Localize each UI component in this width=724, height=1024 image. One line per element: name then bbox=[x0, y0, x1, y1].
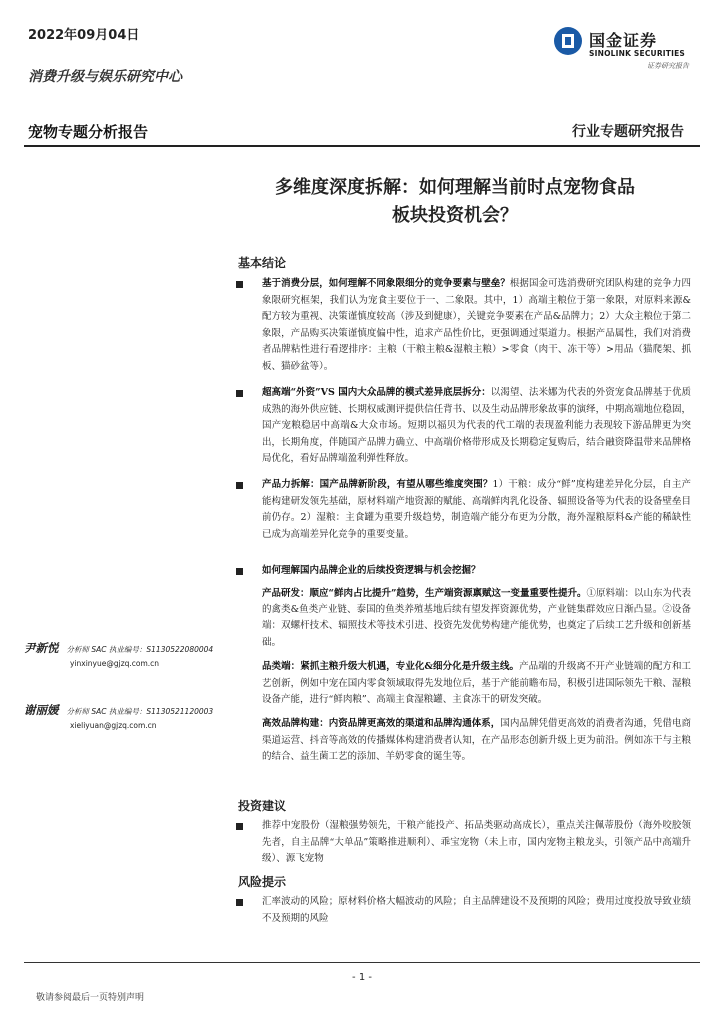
bullet-text: 根据国金可选消费研究团队构建的竞争力四象限研究框架，我们认为宠食主要位于一、二象限。其中，1）高端主粮位于第一象限，对原料来源&配方较为重视、决策谨慎度较高（涉及到健康），关键竞争要素在产品&品牌力；2）大众主粮位于第二象限，产品购买决策谨慎度偏中性，追求产品性价比，更强调通过渠道力。根据产品属性，我们对消费者品牌粘性进行看逻排序：主粮（干粮主粮&湿粮主粮）>零食（肉干、冻干等）>用品（猫爬架、抓板、猫砂盆等）。 bbox=[262, 278, 691, 372]
sinolink-logo-icon bbox=[553, 26, 583, 56]
bullet-marker bbox=[236, 482, 243, 489]
report-category: 行业专题研究报告 bbox=[572, 124, 684, 140]
page-number: - 1 - bbox=[352, 972, 372, 983]
title-line-2: 板块投资机会？ bbox=[392, 205, 518, 226]
title-line-1: 多维度深度拆解：如何理解当前时点宠物食品 bbox=[275, 177, 635, 198]
sub-brand-building bbox=[262, 716, 691, 765]
bullet-marker bbox=[236, 568, 243, 575]
bullet-risk bbox=[238, 894, 691, 927]
logo-english-name: SINOLINK SECURITIES bbox=[589, 49, 686, 58]
section-investment-advice: 投资建议 bbox=[238, 799, 287, 813]
sub-lead: 产品研发：顺应“鲜肉占比提升”趋势，生产端资源禀赋这一变量重要性提升。 bbox=[262, 587, 587, 599]
section-risk: 风险提示 bbox=[238, 875, 287, 889]
report-type: 宠物专题分析报告 bbox=[28, 123, 149, 141]
sub-lead: 高效品牌构建：内资品牌更高效的渠道和品牌沟通体系， bbox=[262, 718, 501, 730]
analyst-license: 分析师 SAC 执业编号：S1130522080004 bbox=[66, 645, 214, 654]
bullet-lead: 基于消费分层，如何理解不同象限细分的竞争要素与壁垒？ bbox=[262, 278, 510, 289]
report-date: 2022年09月04日 bbox=[28, 28, 140, 43]
sub-lead: 品类端：紧抓主粮升级大机遇，专业化&细分化是升级主线。 bbox=[262, 661, 520, 673]
sub-text: 国内品牌凭借更高效的消费者沟通，凭借电商渠道运营、抖音等高效的传播媒体构建消费者认知，在产品形态创新升级上更为前沿。例如冻干与主粮的结合、益生菌工艺的添加、羊奶零食的诞生等。 bbox=[262, 718, 691, 763]
bullet-text: 1）干粮：成分“鲜”度构建差异化分层，自主产能构建研发领先基础，原材料端产地资源的赋能、高端鲜肉乳化设备、辐照设备等为代表的设备壁垒目前仍存。2）湿粮：主食罐为重要升级趋势，制造端产能分布更为分散，海外湿粮原料&产能的稀缺性已成为高端差异化竞争的重要变量。 bbox=[262, 479, 691, 540]
bullet-consumer-layering bbox=[238, 276, 691, 376]
research-center-name: 消费升级与娱乐研究中心 bbox=[28, 69, 182, 85]
bullet-lead: 如何理解国内品牌企业的后续投资逻辑与机会挖掘？ bbox=[262, 565, 481, 576]
sub-category bbox=[262, 659, 691, 708]
analyst-email[interactable]: yinxinyue@gjzq.com.cn bbox=[70, 659, 160, 668]
bullet-text: 推荐中宠股份（湿粮强势领先，干粮产能投产、拓品类驱动高成长），重点关注佩蒂股份（海外咬胶领先者，自主品牌“大单品”策略推进顺利）、乖宝宠物（未上市，国内宠物主粮龙头，引领产品中高端升级）、源飞宠物 bbox=[262, 820, 691, 865]
report-title bbox=[200, 174, 710, 230]
analyst-name: 谢丽媛 bbox=[24, 703, 59, 717]
bullet-lead: 产品力拆解：国产品牌新阶段，有望从哪些维度突围？ bbox=[262, 479, 493, 490]
bullet-lead: 超高端“外资”VS 国内大众品牌的模式差异底层拆分： bbox=[262, 387, 491, 398]
bullet-foreign-vs-domestic bbox=[238, 385, 691, 468]
bullet-text: 以渴望、法米娜为代表的外资宠食品牌基于优质成熟的海外供应链、长期权威测评提供信任背书、以及生动品牌形象故事的演绎，中期高端地位稳固，国产宠粮稳居中高端&大众市场。短期以福贝为代表的代工端的表现盈利能力表现较下游品牌更为突出，长期角度，伴随国产品牌力确立、中高端价格带形成及长期稳定复购后，结合融资降温带来品牌格局优化，看好品牌端盈利弹性释放。 bbox=[262, 387, 691, 465]
analyst-name: 尹新悦 bbox=[24, 641, 59, 655]
sub-text: 产品端的升级离不开产业链端的配方和工艺创新，例如中宠在国内零食领域取得先发地位后，基于产能前瞻布局，积极引进国际领先干粮、湿粮设备产能，进行“鲜肉粮”、高端主食湿粮罐、主食冻干的研发突破。 bbox=[262, 661, 691, 706]
bullet-text: 汇率波动的风险；原材料价格大幅波动的风险；自主品牌建设不及预期的风险；费用过度投放导致业绩不及预期的风险 bbox=[262, 896, 691, 924]
bullet-investment-logic bbox=[238, 563, 691, 766]
bullet-recommendation bbox=[238, 818, 691, 868]
bullet-product-strength bbox=[238, 477, 691, 543]
bullet-marker bbox=[236, 281, 243, 288]
section-basic-conclusion: 基本结论 bbox=[238, 256, 287, 270]
analyst-email[interactable]: xieliyuan@gjzq.com.cn bbox=[70, 721, 157, 730]
header-divider bbox=[24, 145, 700, 147]
analyst-2 bbox=[24, 702, 213, 730]
sub-text: ①原料端：以山东为代表的禽类&鱼类产业链、泰国的鱼类养殖基地后续有望发挥资源优势，产业链集群效应日渐凸显。②设备端：双螺杆技术、辐照技术等技术引进、投资先发优势构建产能优势，也奠定了后续工艺升级和创新基础。 bbox=[262, 587, 691, 648]
disclaimer-note: 敬请参阅最后一页特别声明 bbox=[36, 993, 145, 1003]
logo-tagline: 证券研究报告 bbox=[647, 62, 689, 70]
analyst-license: 分析师 SAC 执业编号：S1130521120003 bbox=[66, 707, 214, 716]
footer-divider bbox=[24, 962, 700, 963]
logo-chinese-name: 国金证券 bbox=[589, 31, 658, 50]
bullet-marker bbox=[236, 823, 243, 830]
company-logo bbox=[553, 24, 693, 76]
bullet-marker bbox=[236, 899, 243, 906]
analyst-1 bbox=[24, 640, 213, 668]
sub-product-rd bbox=[262, 586, 691, 652]
bullet-marker bbox=[236, 390, 243, 397]
